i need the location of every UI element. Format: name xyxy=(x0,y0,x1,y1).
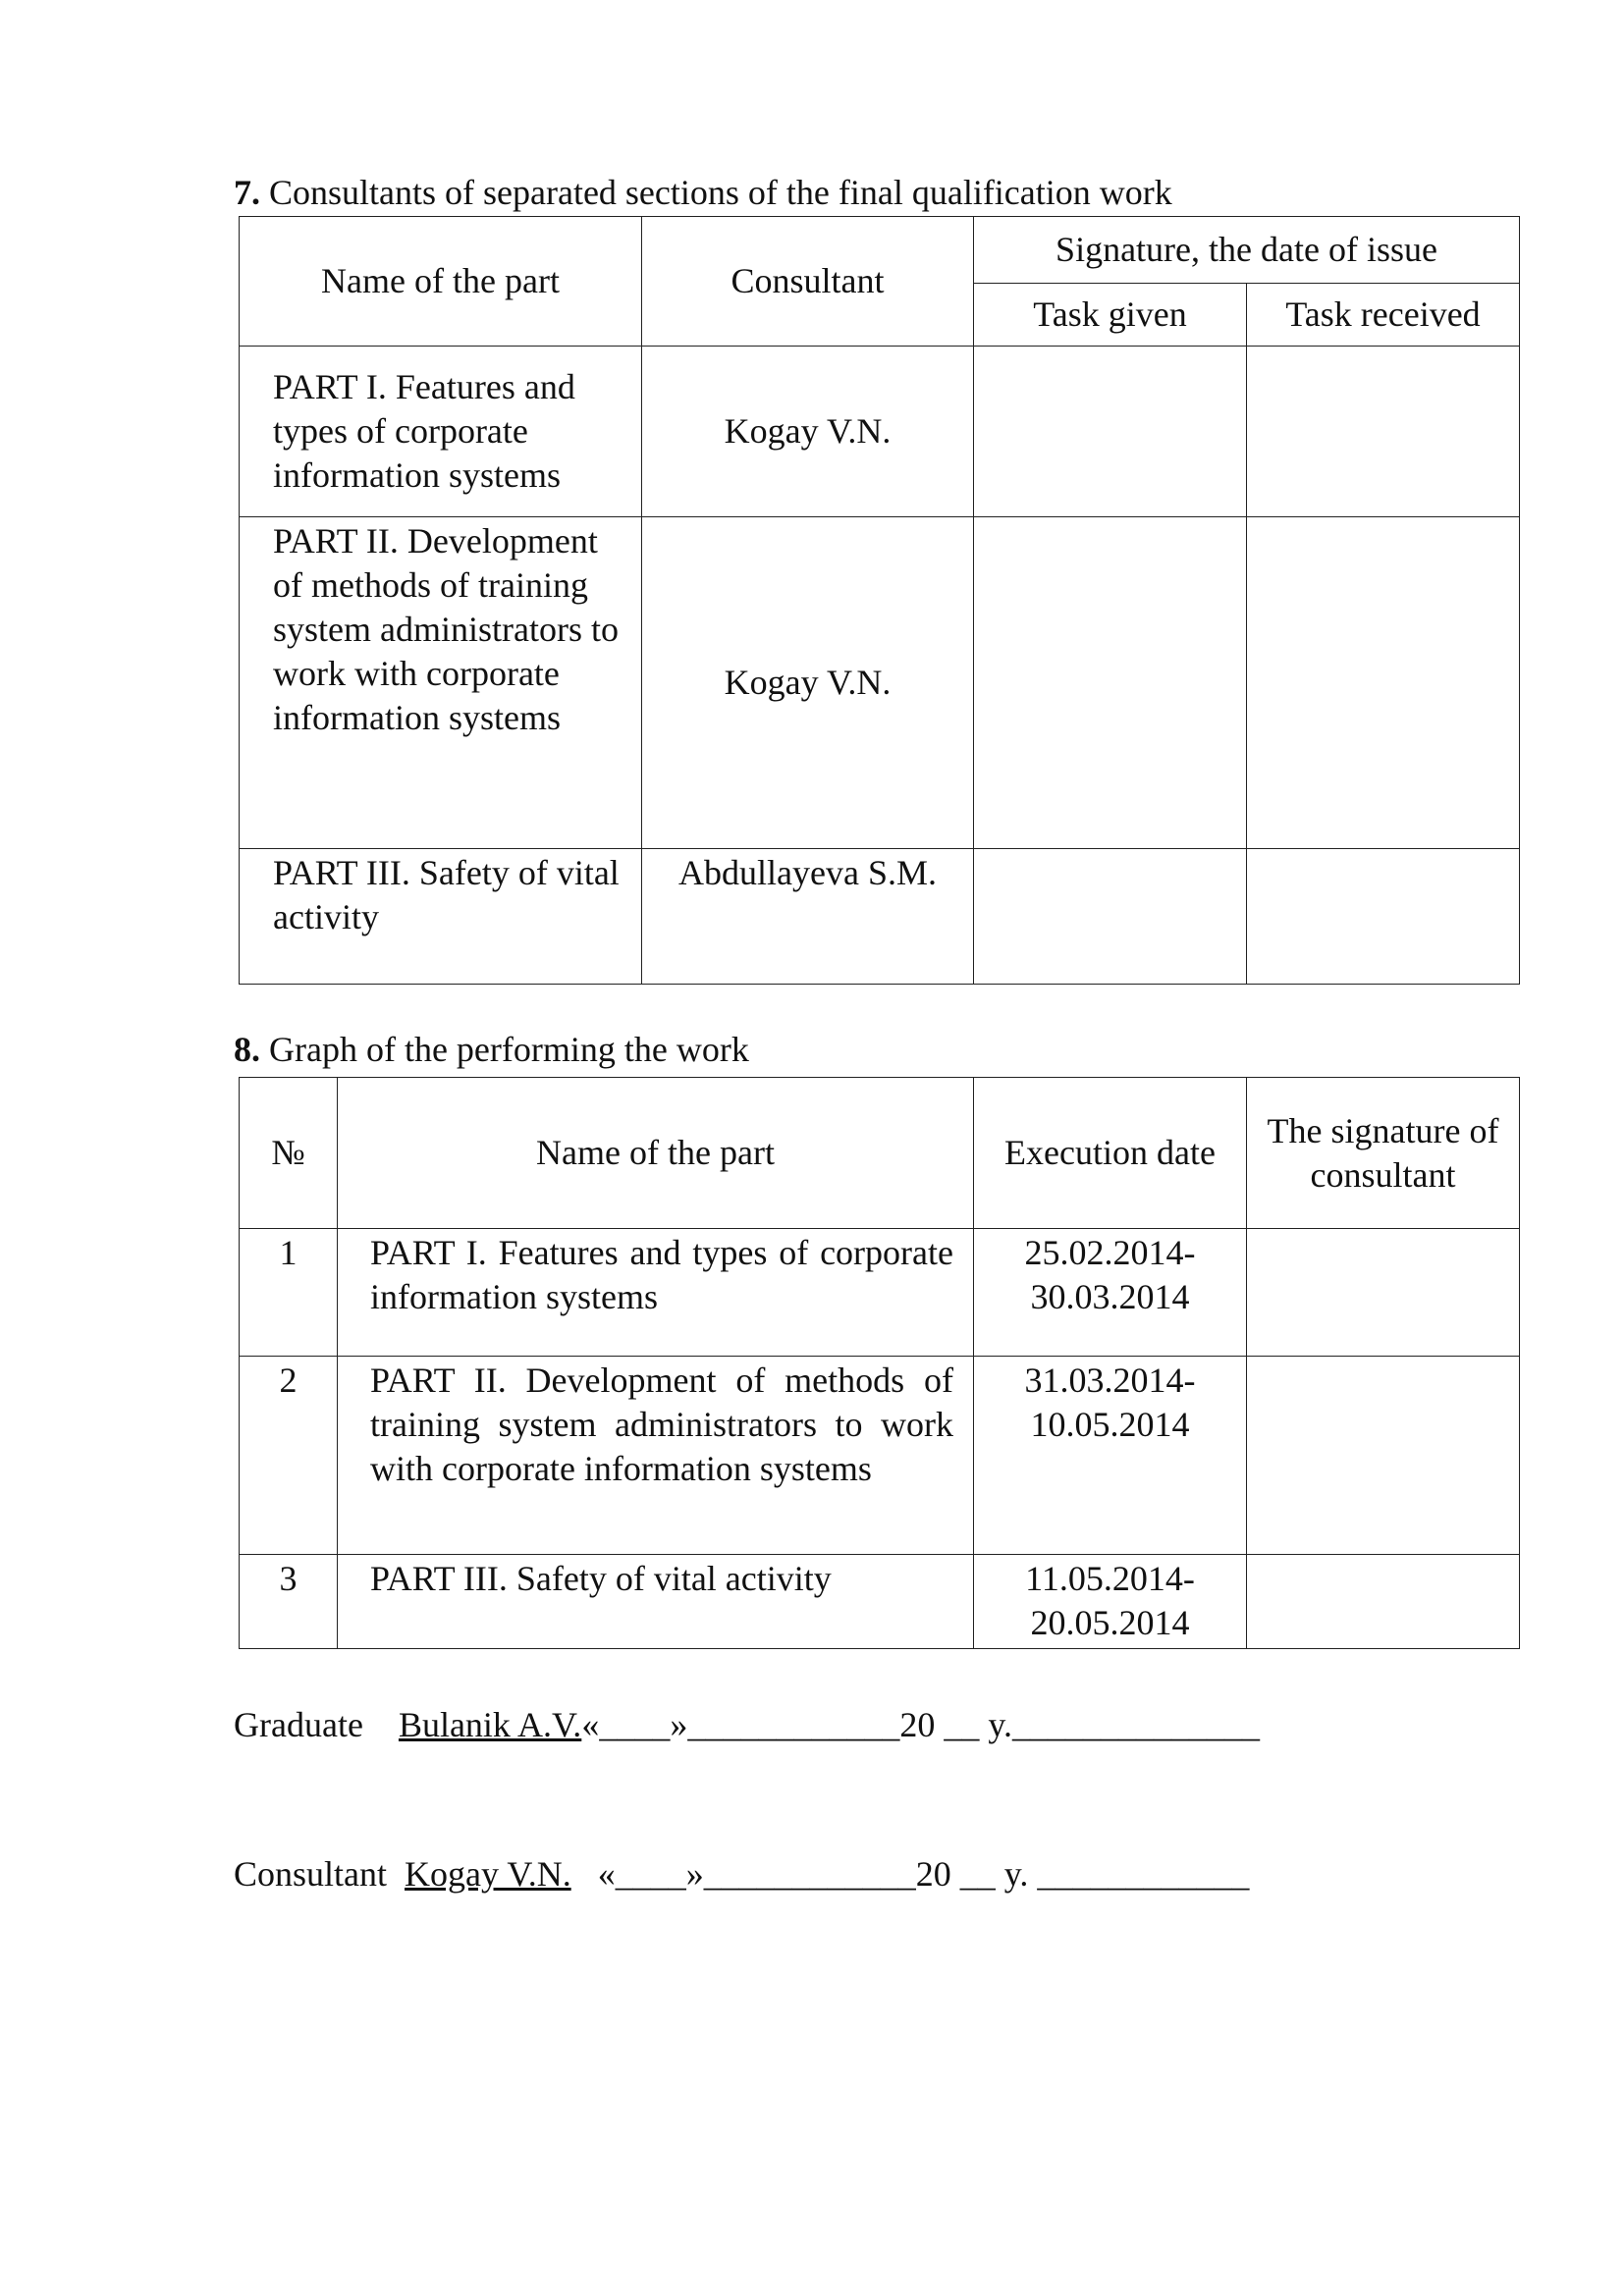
row-number-cell: 2 xyxy=(240,1357,338,1555)
header-number: № xyxy=(240,1078,338,1229)
task-received-cell xyxy=(1247,347,1520,517)
consultant-name: Kogay V.N. xyxy=(405,1854,571,1894)
part-name-cell: PART I. Features and types of corporate information systems xyxy=(338,1229,974,1357)
section-8-heading xyxy=(234,1030,749,1069)
table-row xyxy=(240,1357,1520,1555)
section-7-title: Consultants of separated sections of the final qualification work xyxy=(269,173,1172,212)
graduate-signature-line xyxy=(234,1704,1260,1745)
table-row xyxy=(240,347,1520,517)
part-name-cell: PART I. Features and types of corporate information systems xyxy=(240,347,642,517)
consultant-signature-line xyxy=(234,1853,1249,1895)
signature-cell xyxy=(1247,1357,1520,1555)
execution-date-cell xyxy=(974,1229,1247,1357)
row-number-cell: 1 xyxy=(240,1229,338,1357)
graduate-label: Graduate xyxy=(234,1705,363,1744)
section-8-number: 8. xyxy=(234,1030,260,1069)
header-name-of-part: Name of the part xyxy=(240,217,642,347)
row-number-cell: 3 xyxy=(240,1555,338,1649)
date-from: 11.05.2014- xyxy=(1025,1559,1195,1598)
header-task-received: Task received xyxy=(1247,284,1520,347)
execution-date-cell xyxy=(974,1555,1247,1649)
header-signature-of-consultant: The signature of consultant xyxy=(1247,1078,1520,1229)
task-given-cell xyxy=(974,849,1247,985)
table-row xyxy=(240,1229,1520,1357)
header-signature-date-of-issue: Signature, the date of issue xyxy=(974,217,1520,284)
consultant-date-blank: «____»____________20 __ y. ____________ xyxy=(597,1854,1250,1894)
date-to: 30.03.2014 xyxy=(1030,1277,1190,1316)
signature-cell xyxy=(1247,1229,1520,1357)
part-name-cell: PART II. Development of methods of training system administrators to work with corporate information systems xyxy=(240,517,642,849)
section-7-heading xyxy=(234,173,1172,212)
table-row xyxy=(240,517,1520,849)
part-name-cell: PART II. Development of methods of training system administrators to work with corporate information systems xyxy=(338,1357,974,1555)
date-to: 10.05.2014 xyxy=(1030,1405,1190,1444)
date-from: 25.02.2014- xyxy=(1024,1233,1196,1272)
task-received-cell xyxy=(1247,517,1520,849)
date-to: 20.05.2014 xyxy=(1030,1603,1190,1642)
consultant-cell: Kogay V.N. xyxy=(642,517,974,849)
graduate-name: Bulanik A.V. xyxy=(398,1705,582,1744)
graduate-date-blank: «____»____________20 __ y.______________ xyxy=(581,1705,1260,1744)
task-given-cell xyxy=(974,347,1247,517)
consultant-cell: Kogay V.N. xyxy=(642,347,974,517)
part-name-cell: PART III. Safety of vital activity xyxy=(338,1555,974,1649)
section-8-title: Graph of the performing the work xyxy=(269,1030,749,1069)
signature-cell xyxy=(1247,1555,1520,1649)
table-row xyxy=(240,849,1520,985)
date-from: 31.03.2014- xyxy=(1024,1361,1196,1400)
consultant-label: Consultant xyxy=(234,1854,388,1894)
task-received-cell xyxy=(1247,849,1520,985)
consultants-table xyxy=(239,216,1520,985)
header-execution-date: Execution date xyxy=(974,1078,1247,1229)
execution-date-cell xyxy=(974,1357,1247,1555)
consultant-cell: Abdullayeva S.M. xyxy=(642,849,974,985)
table-row xyxy=(240,1555,1520,1649)
section-7-number: 7. xyxy=(234,173,260,212)
header-task-given: Task given xyxy=(974,284,1247,347)
header-name-of-part: Name of the part xyxy=(338,1078,974,1229)
work-schedule-table xyxy=(239,1077,1520,1649)
header-consultant: Consultant xyxy=(642,217,974,347)
task-given-cell xyxy=(974,517,1247,849)
part-name-cell: PART III. Safety of vital activity xyxy=(240,849,642,985)
